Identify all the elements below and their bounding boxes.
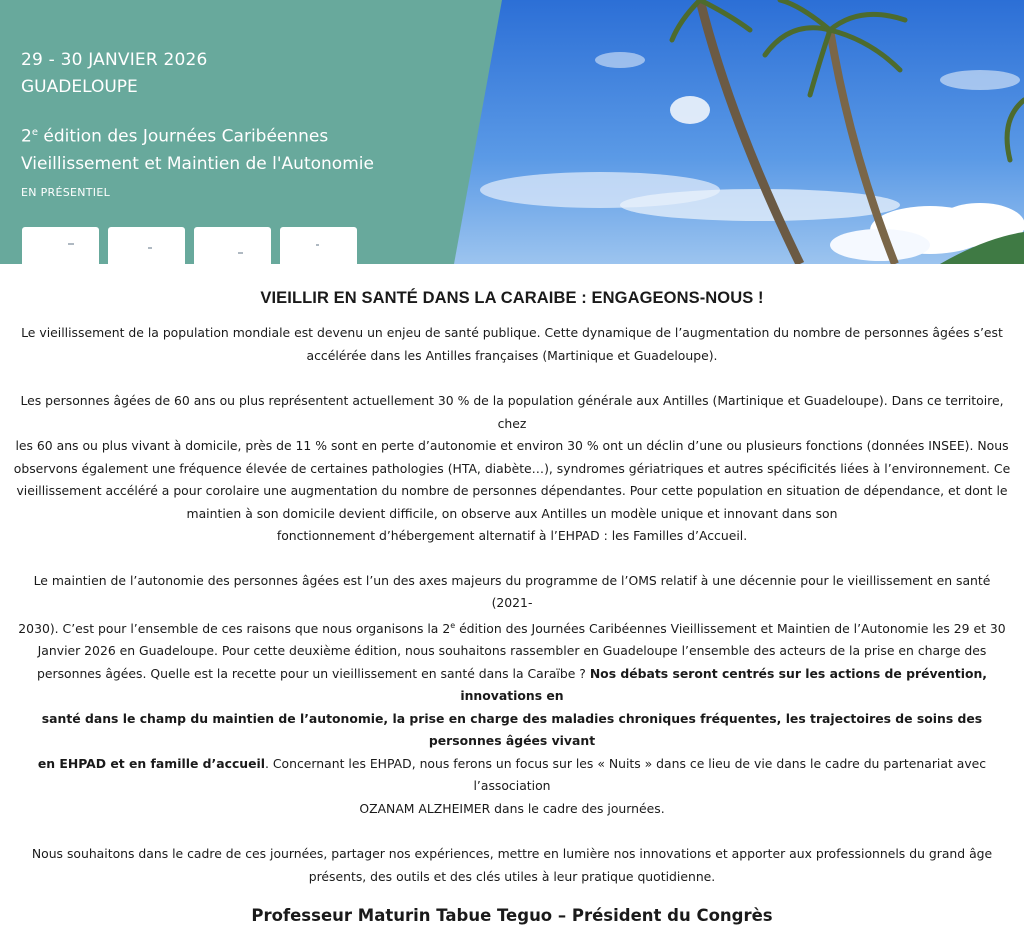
- text-line: Le vieillissement de la population mondiale est devenu un enjeu de santé publique. Cette dynamique de l’augmentation du nombre de personnes âgées s’est: [21, 325, 1003, 340]
- bold-segment: Nos débats seront centrés sur les actions de prévention, innovations en: [460, 665, 987, 704]
- partner-card-1[interactable]: [22, 227, 99, 264]
- text-sup: e: [450, 620, 456, 630]
- event-place: GUADELOUPE: [21, 77, 138, 97]
- partner-cards: [22, 227, 357, 264]
- text-line: les 60 ans ou plus vivant à domicile, près de 11 % sont en perte d’autonomie et environ 30 % ont un déclin d’une ou plusieurs fonctions (données INSEE). Nous: [15, 438, 1009, 453]
- text-segment: . Concernant les EHPAD, nous ferons un focus sur les « Nuits » dans ce lieu de vie dans le cadre du partenariat avec l’association: [265, 755, 987, 794]
- text-segment: personnes âgées. Quelle est la recette pour un vieillissement en santé dans la Caraïbe ?: [36, 665, 590, 681]
- edition-number: 2: [21, 126, 32, 147]
- main-content: [0, 264, 1024, 925]
- text-line: Les personnes âgées de 60 ans ou plus représentent actuellement 30 % de la population générale aux Antilles (Martinique et Guadeloupe). Dans ce territoire, chez: [20, 393, 1004, 431]
- event-edition-title: [21, 119, 374, 178]
- partner-card-2[interactable]: [108, 227, 185, 264]
- text-line: vieillissement accéléré a pour corolaire une augmentation du nombre de personnes dépendantes. Pour cette population en situation de dépendance, et dont le: [16, 483, 1008, 498]
- text-segment: édition des Journées Caribéennes Vieillissement et Maintien de l’Autonomie les 29 et 30: [455, 620, 1006, 636]
- text-line: fonctionnement d’hébergement alternatif à l’EHPAD : les Familles d’Accueil.: [276, 528, 748, 543]
- text-line: [12, 708, 1012, 753]
- intro-paragraph: [12, 322, 1012, 367]
- page-title: VIEILLIR EN SANTÉ DANS LA CARAIBE : ENGAGEONS-NOUS !: [260, 289, 764, 307]
- text-line: présents, des outils et des clés utiles à leur pratique quotidienne.: [308, 868, 716, 884]
- edition-line1: édition des Journées Caribéennes: [37, 126, 329, 147]
- text-line: Janvier 2026 en Guadeloupe. Pour cette deuxième édition, nous souhaitons rassembler en Guadeloupe l’ensemble des acteurs de la prise en charge des: [37, 643, 987, 659]
- edition-sup: e: [31, 127, 38, 138]
- signature: Professeur Maturin Tabue Teguo – Président du Congrès: [251, 906, 773, 925]
- closing-paragraph: [12, 843, 1012, 888]
- text-line: Le maintien de l’autonomie des personnes âgées est l’un des axes majeurs du programme de l’OMS relatif à une décennie pour le vieillissement en santé (2021-: [33, 572, 991, 610]
- text-line: OZANAM ALZHEIMER dans le cadre des journées.: [359, 800, 665, 816]
- text-segment: 2030). C’est pour l’ensemble de ces raisons que nous organisons la 2: [18, 620, 451, 636]
- edition-line2: Vieillissement et Maintien de l'Autonomie: [21, 153, 374, 174]
- partner-card-4[interactable]: [280, 227, 357, 264]
- bold-segment: en EHPAD et en famille d’accueil: [37, 755, 266, 771]
- text-line: [12, 663, 1012, 708]
- event-format: EN PRÉSENTIEL: [21, 185, 111, 199]
- text-line: maintien à son domicile devient difficile, on observe aux Antilles un modèle unique et innovant dans son: [186, 505, 838, 521]
- text-line: Nous souhaitons dans le cadre de ces journées, partager nos expériences, mettre en lumière nos innovations et apporter aux professionnels du grand âge: [31, 846, 993, 862]
- hero-text-block: [21, 50, 374, 199]
- partner-card-3[interactable]: [194, 227, 271, 264]
- statistics-paragraph: [12, 390, 1012, 548]
- text-line: accélérée dans les Antilles françaises (Martinique et Guadeloupe).: [306, 347, 718, 363]
- text-line: observons également une fréquence élevée de certaines pathologies (HTA, diabète…), syndromes gériatriques et autres spécificités liées à l’environnement. Ce: [13, 460, 1011, 476]
- hero-banner: [0, 0, 1024, 264]
- program-paragraph: [12, 570, 1012, 821]
- event-date: 29 - 30 JANVIER 2026: [21, 50, 208, 70]
- bold-segment: santé dans le champ du maintien de l’autonomie, la prise en charge des maladies chroniques fréquentes, les trajectoires de soins des personnes âgées vivant: [41, 710, 983, 749]
- text-line: [12, 615, 1012, 641]
